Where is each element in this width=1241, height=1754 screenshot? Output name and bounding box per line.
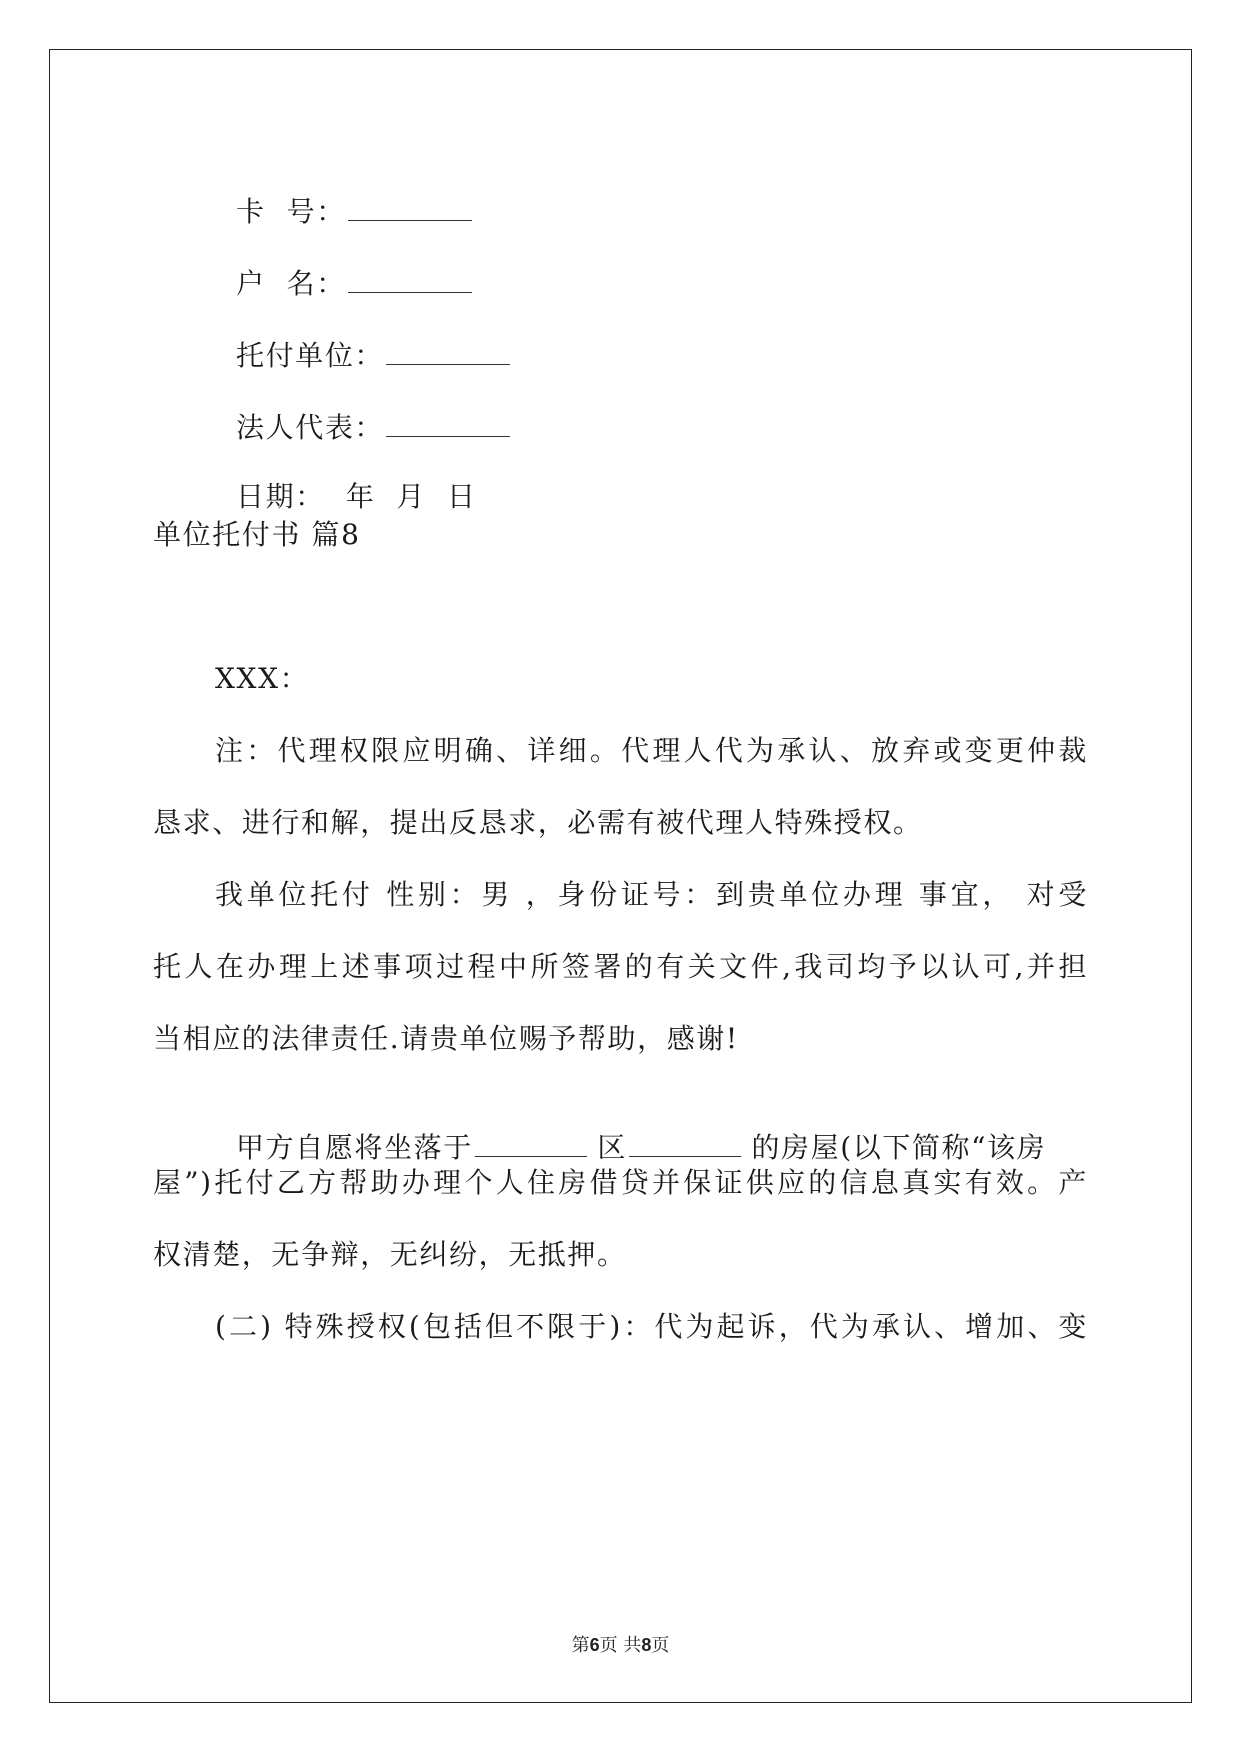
para1-line-3: 当相应的法律责任.请贵单位赐予帮助，感谢! [153,1022,739,1055]
para2-line-2: 屋”)托付乙方帮助办理个人住房借贷并保证供应的信息真实有效。产 [153,1166,1088,1199]
card-number-row [215,158,472,229]
legal-rep-row [215,374,510,445]
para2-line1-part-b: 区 [586,1131,627,1164]
entrusting-unit-row [215,302,510,373]
note-line-2: 恳求、进行和解，提出反恳求，必需有被代理人特殊授权。 [153,806,923,839]
account-name-blank [348,264,472,293]
total-pages-number: 8 [641,1635,652,1655]
district-blank [629,1128,741,1157]
account-name-label: 户 名： [236,267,346,300]
para2-line-3: 权清楚，无争辩，无纠纷，无抵押。 [153,1238,627,1271]
para2-line1-part-c: 的房屋(以下简称“该房 [740,1131,1047,1164]
location-blank [475,1128,587,1157]
card-number-label: 卡 号： [236,195,346,228]
para2-line-1 [215,1094,1046,1165]
date-row [215,446,477,514]
salutation: XXX： [215,662,310,695]
current-page-number: 6 [589,1635,600,1655]
card-number-blank [348,192,472,221]
legal-rep-blank [386,408,510,437]
account-name-row [215,230,472,301]
legal-rep-label: 法人代表： [236,411,385,444]
note-line-1: 注：代理权限应明确、详细。代理人代为承认、放弃或变更仲裁 [215,734,1088,767]
para1-line-1: 我单位托付 性别：男 ，身份证号：到贵单位办理 事宜， 对受 [215,878,1088,911]
entrusting-unit-blank [386,336,510,365]
para3-line-1: (二) 特殊授权(包括但不限于)：代为起诉，代为承认、增加、变 [215,1310,1088,1343]
para1-line-2: 托人在办理上述事项过程中所签署的有关文件,我司均予以认可,并担 [153,950,1088,983]
footer-suffix: 页 [651,1635,670,1656]
date-label: 日期： 年 月 日 [236,480,477,513]
entrusting-unit-label: 托付单位： [236,339,385,372]
section-title: 单位托付书 篇8 [153,518,361,551]
footer-middle: 页 共 [599,1635,642,1656]
para2-line1-part-a: 甲方自愿将坐落于 [236,1131,473,1164]
footer-prefix: 第 [571,1635,590,1656]
page-footer [0,1634,1241,1657]
